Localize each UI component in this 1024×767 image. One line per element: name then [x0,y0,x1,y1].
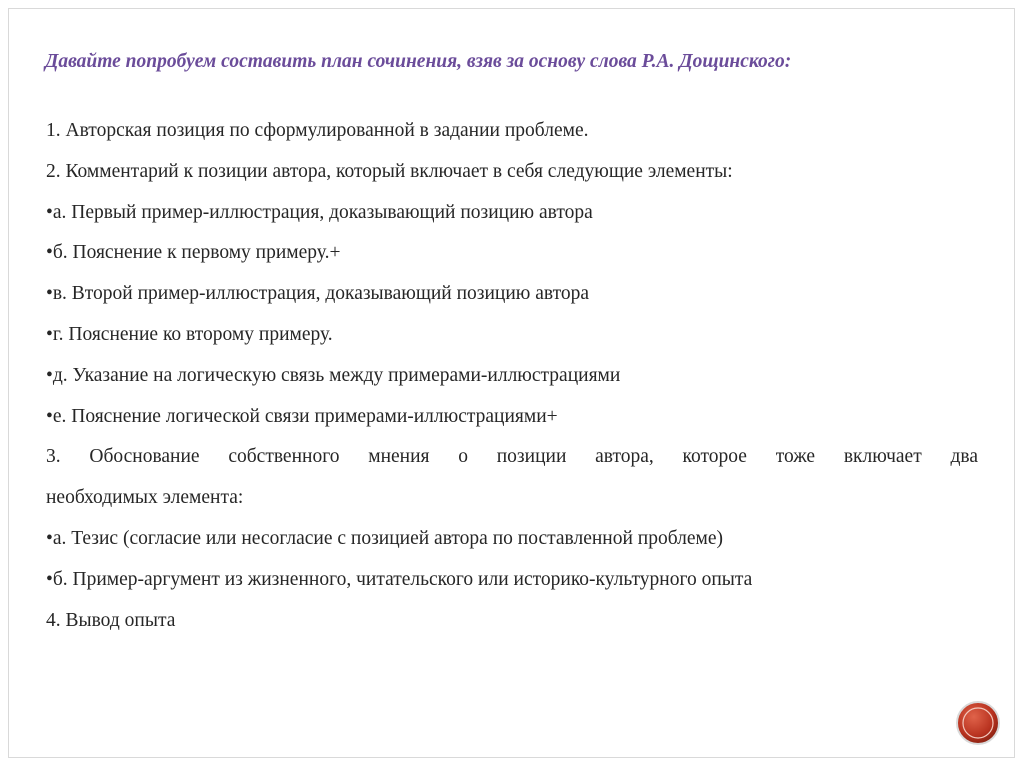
plan-item-3-subitem-b: •б. Пример-аргумент из жизненного, читательского или историко-культурного опыта [46,568,753,590]
plan-item-1: 1. Авторская позиция по сформулированной в задании проблеме. [46,120,589,141]
plan-subitem-b: •б. Пояснение к первому примеру.+ [46,242,341,264]
plan-item-3-continued: необходимых элемента: [46,487,244,509]
plan-item-3-subitem-a: •а. Тезис (согласие или несогласие с позицией автора по поставленной проблеме) [46,527,724,549]
plan-subitem-d: •д. Указание на логическую связь между примерами-иллюстрациями [46,364,621,386]
plan-subitem-v: •в. Второй пример-иллюстрация, доказывающий позицию автора [46,283,590,305]
plan-subitem-g: •г. Пояснение ко второму примеру. [46,323,333,345]
plan-item-3: 3. Обоснование собственного мнения о позиции автора, которое тоже включает два [46,446,978,468]
plan-list [46,111,978,641]
slide-heading: Давайте попробуем составить план сочинения, взяв за основу слова Р.А. Дощинского: [45,51,792,72]
slide-badge-icon [955,700,1001,746]
plan-item-2: 2. Комментарий к позиции автора, который включает в себя следующие элементы: [46,160,733,182]
plan-item-4: 4. Вывод опыта [46,609,176,631]
plan-subitem-a: •а. Первый пример-иллюстрация, доказывающий позицию автора [46,201,593,223]
plan-subitem-e: •е. Пояснение логической связи примерами-иллюстрациями+ [46,405,558,427]
